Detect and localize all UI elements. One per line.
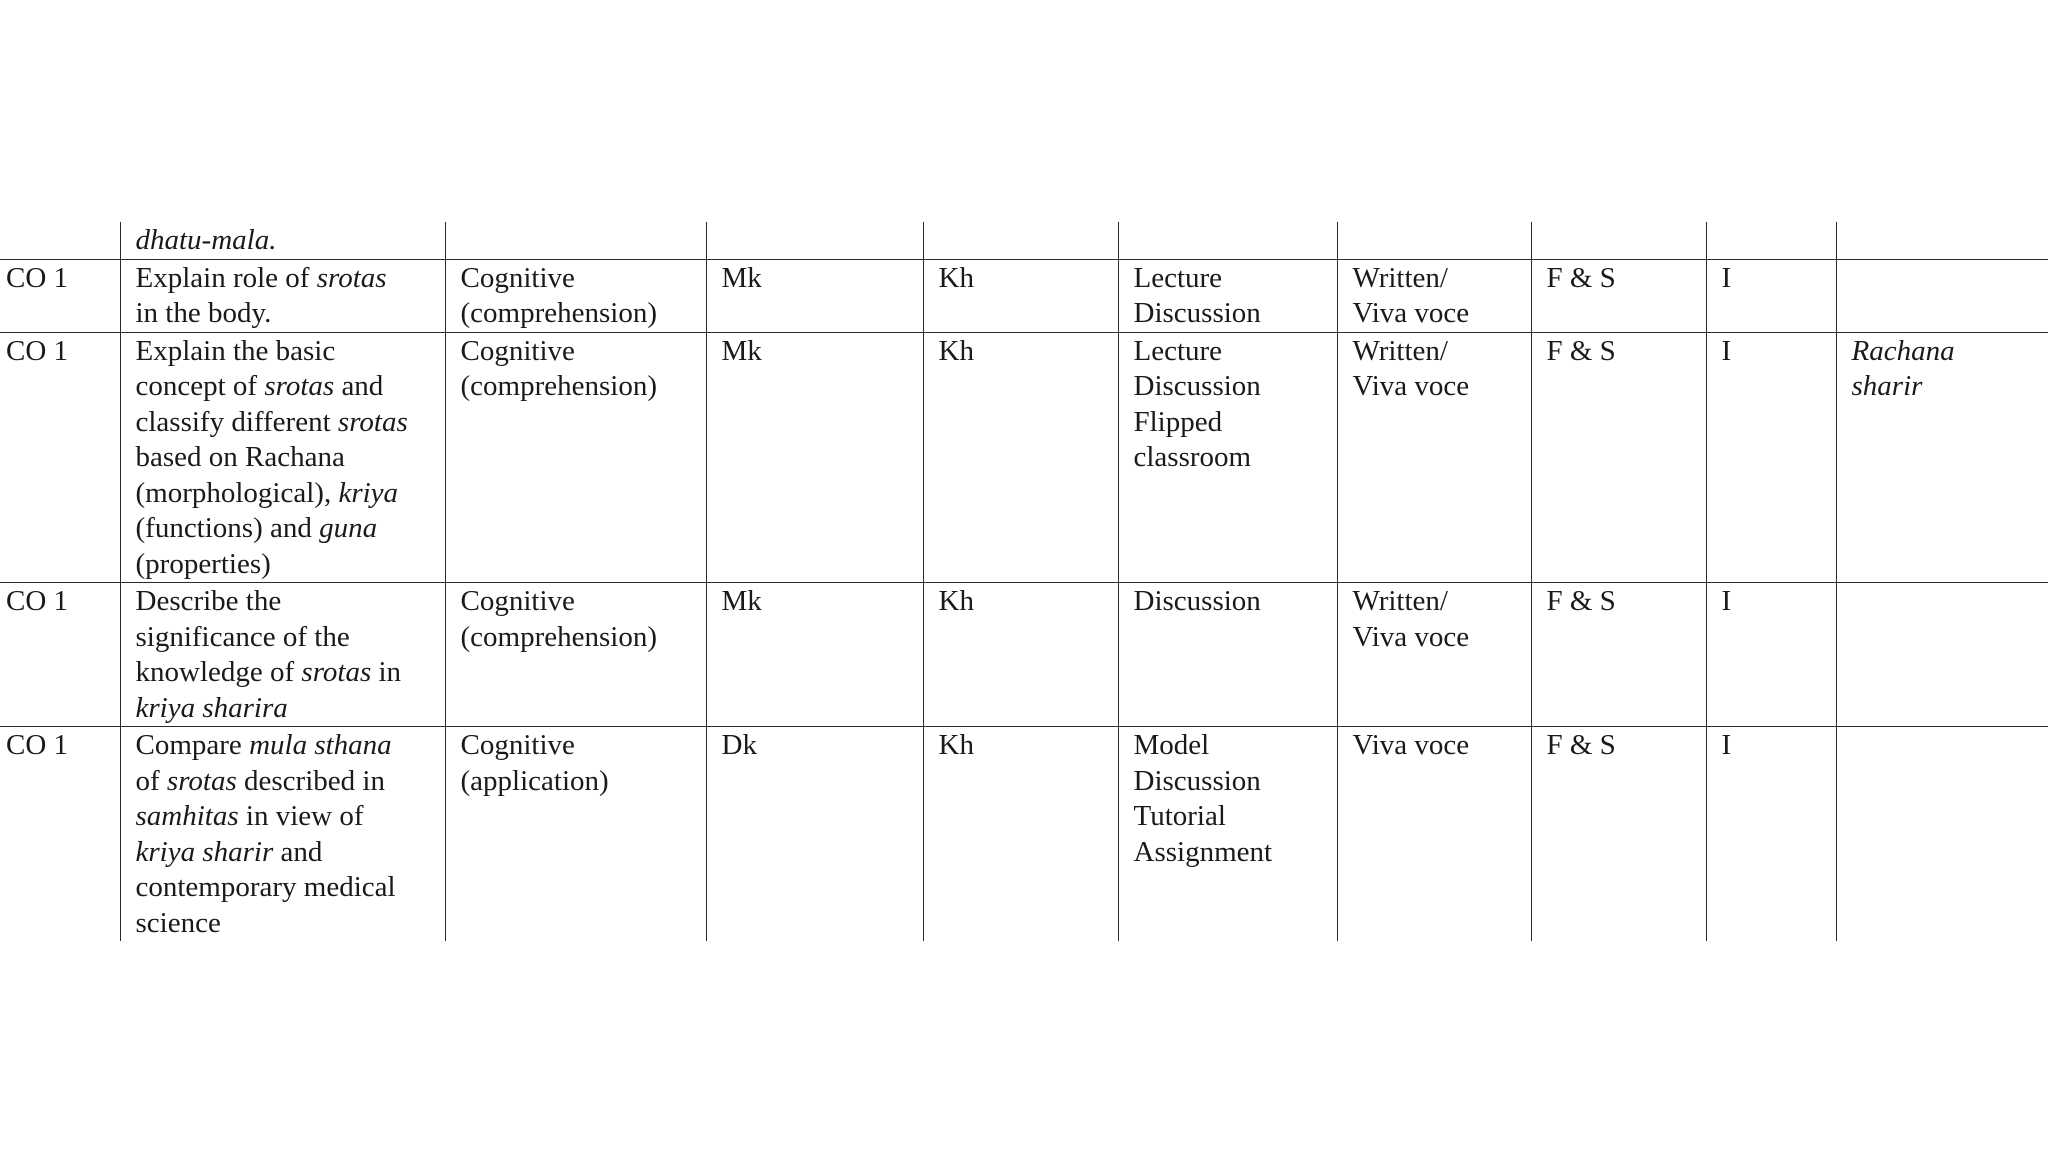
domain-line: (comprehension): [460, 297, 657, 329]
term-cell: I: [1706, 583, 1836, 727]
text-run: of: [135, 764, 167, 797]
method-line: Lecture: [1133, 261, 1223, 294]
italic-term: srotas: [301, 656, 372, 688]
outcome-line: [136, 369, 439, 405]
outcome-line: [136, 870, 439, 906]
text-run: described in: [236, 764, 385, 797]
outcome-line: [136, 261, 439, 297]
type-cell: F & S: [1531, 332, 1706, 583]
text-run: Explain the basic: [135, 334, 336, 367]
category-cell: Kh: [923, 332, 1118, 583]
category-cell: Kh: [923, 259, 1118, 332]
category-cell: Kh: [923, 583, 1118, 727]
italic-term: srotas: [337, 405, 408, 438]
domain-cell: [445, 583, 706, 727]
text-run: Compare: [135, 729, 250, 761]
text-run: in view of: [238, 800, 364, 832]
text-run: in the body.: [135, 297, 272, 329]
domain-cell: [445, 259, 706, 332]
italic-term: mula sthana: [249, 729, 392, 761]
term-cell: [1706, 222, 1836, 259]
assessment-line: Viva voce: [1352, 620, 1470, 653]
assessment-cell: [1337, 222, 1531, 259]
method-line: Discussion: [1133, 297, 1261, 329]
text-run: concept of: [135, 370, 265, 402]
text-run: knowledge of: [135, 656, 302, 688]
term-cell: I: [1706, 332, 1836, 583]
method-line: Discussion: [1133, 764, 1261, 797]
assessment-line: Viva voce: [1352, 729, 1470, 761]
outcome-cell: [120, 583, 445, 727]
text-run: Explain role of: [135, 261, 317, 294]
outcome-line: [136, 655, 439, 691]
assessment-line: Viva voce: [1352, 297, 1470, 329]
assessment-cell: [1337, 583, 1531, 727]
text-run: classify different: [135, 405, 338, 438]
outcome-line: [136, 799, 439, 835]
outcome-line: [136, 511, 439, 547]
integration-cell: [1836, 583, 2048, 727]
co-cell: CO 1: [0, 332, 120, 583]
italic-term: kriya sharir: [135, 835, 274, 868]
integration-line: Rachana: [1851, 334, 1955, 367]
text-run: (properties): [135, 547, 271, 580]
italic-term: kriya: [338, 476, 399, 509]
table-body: [0, 222, 2048, 941]
method-cell: [1118, 222, 1337, 259]
outcome-line: [136, 620, 439, 656]
type-cell: [1531, 222, 1706, 259]
table-row: [0, 332, 2048, 583]
domain-line: Cognitive: [460, 261, 575, 294]
outcome-line: [136, 906, 439, 942]
table-row: [0, 727, 2048, 942]
table-row-continuation: [0, 222, 2048, 259]
domain-cell: [445, 332, 706, 583]
text-run: (functions) and: [135, 512, 320, 544]
method-line: Discussion: [1133, 585, 1261, 617]
integration-cell: [1836, 727, 2048, 942]
assessment-line: Written/: [1352, 585, 1448, 617]
outcome-line: [136, 728, 439, 764]
method-cell: [1118, 727, 1337, 942]
type-cell: F & S: [1531, 727, 1706, 942]
outcome-line: [136, 835, 439, 871]
domain-line: (comprehension): [460, 370, 657, 402]
outcome-line: [136, 334, 439, 370]
type-cell: F & S: [1531, 583, 1706, 727]
assessment-line: Viva voce: [1352, 370, 1470, 402]
method-cell: [1118, 259, 1337, 332]
method-line: Tutorial: [1133, 800, 1226, 832]
term-cell: I: [1706, 259, 1836, 332]
table-row: [0, 583, 2048, 727]
outcome-line: [136, 440, 439, 476]
method-line: Lecture: [1133, 334, 1223, 367]
text-run: Describe the: [135, 585, 282, 617]
italic-term: srotas: [264, 370, 335, 402]
outcome-line: [136, 296, 439, 332]
method-line: classroom: [1133, 441, 1252, 473]
assessment-cell: [1337, 259, 1531, 332]
domain-cell: [445, 222, 706, 259]
level-cell: Mk: [706, 583, 923, 727]
integration-cell: [1836, 259, 2048, 332]
text-run: and: [334, 370, 384, 402]
text-run: based on Rachana: [135, 441, 345, 473]
assessment-cell: [1337, 727, 1531, 942]
text-run: in: [371, 656, 402, 688]
domain-line: Cognitive: [460, 585, 575, 617]
domain-line: (comprehension): [460, 620, 657, 653]
co-cell: CO 1: [0, 583, 120, 727]
co-cell: CO 1: [0, 727, 120, 942]
co-cell: CO 1: [0, 259, 120, 332]
method-line: Discussion: [1133, 370, 1261, 402]
method-cell: [1118, 583, 1337, 727]
outcome-line: [136, 764, 439, 800]
outcome-cell: [120, 727, 445, 942]
outcome-cell: [120, 332, 445, 583]
text-run: and: [273, 835, 323, 868]
italic-term: kriya sharira: [135, 691, 288, 724]
level-cell: Mk: [706, 259, 923, 332]
domain-line: Cognitive: [460, 334, 575, 367]
text-run: significance of the: [135, 620, 350, 653]
integration-cell: [1836, 332, 2048, 583]
domain-line: Cognitive: [460, 729, 575, 761]
italic-term: guna: [319, 512, 378, 544]
text-run: (morphological),: [135, 476, 339, 509]
co-cell: [0, 222, 120, 259]
level-cell: Dk: [706, 727, 923, 942]
assessment-cell: [1337, 332, 1531, 583]
text-run: science: [135, 906, 221, 939]
category-cell: Kh: [923, 727, 1118, 942]
term-cell: I: [1706, 727, 1836, 942]
outcome-cell: [120, 259, 445, 332]
domain-line: (application): [460, 764, 609, 797]
outcome-line: [136, 584, 439, 620]
outcome-line: [136, 405, 439, 441]
italic-term: samhitas: [135, 800, 239, 832]
table-row: [0, 259, 2048, 332]
integration-cell: [1836, 222, 2048, 259]
level-cell: [706, 222, 923, 259]
outcome-line: [136, 691, 439, 727]
outcome-line: [136, 476, 439, 512]
assessment-line: Written/: [1352, 261, 1448, 294]
level-cell: Mk: [706, 332, 923, 583]
type-cell: F & S: [1531, 259, 1706, 332]
integration-line: sharir: [1851, 370, 1923, 402]
method-cell: [1118, 332, 1337, 583]
assessment-line: Written/: [1352, 334, 1448, 367]
text-run: contemporary medical: [135, 871, 396, 903]
outcome-cell: dhatu-mala.: [120, 222, 445, 259]
italic-term: srotas: [166, 764, 237, 797]
domain-cell: [445, 727, 706, 942]
method-line: Model: [1133, 729, 1210, 761]
method-line: Flipped: [1133, 405, 1223, 438]
italic-term: srotas: [316, 261, 387, 294]
curriculum-table: [0, 222, 2048, 941]
category-cell: [923, 222, 1118, 259]
method-line: Assignment: [1133, 835, 1273, 868]
outcome-line: [136, 547, 439, 583]
